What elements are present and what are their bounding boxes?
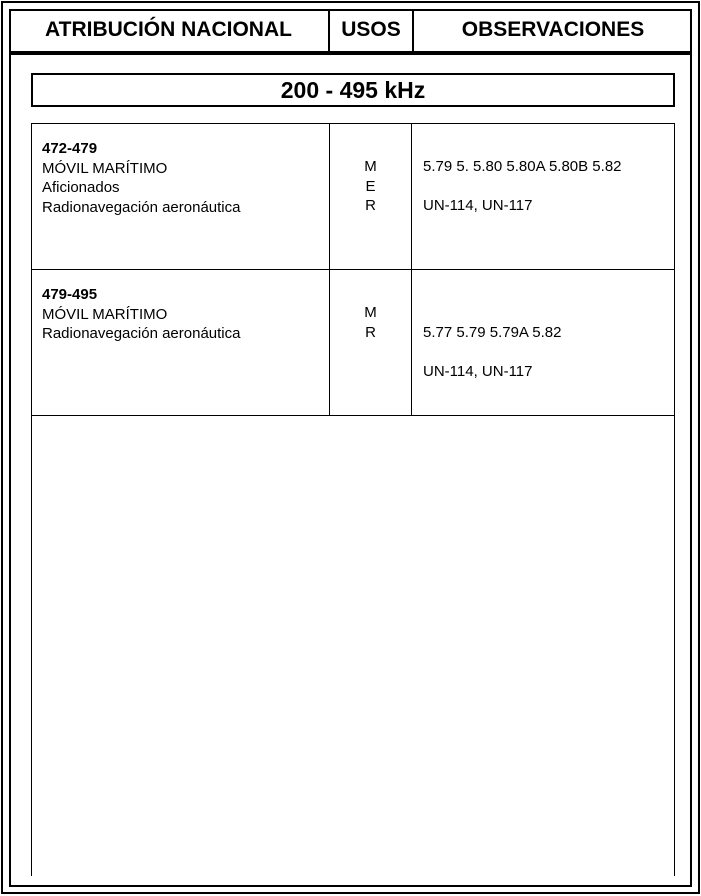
table-row	[32, 124, 674, 270]
allocation-cell	[42, 285, 240, 344]
header-atribucion-nacional: ATRIBUCIÓN NACIONAL	[9, 9, 330, 51]
header-usos: USOS	[330, 9, 414, 51]
uso-code: R	[365, 197, 376, 214]
service-secondary: Radionavegación aeronáutica	[42, 198, 241, 216]
service-primary: MÓVIL MARÍTIMO	[42, 159, 168, 177]
uso-code: R	[365, 323, 376, 341]
allocation-table	[31, 123, 675, 416]
column-divider	[411, 124, 412, 269]
service-secondary: Aficionados	[42, 179, 120, 196]
allocation-cell	[42, 139, 240, 217]
observations-cell	[423, 157, 622, 216]
table-header	[9, 9, 692, 55]
service-secondary: Radionavegación aeronáutica	[42, 325, 241, 342]
uso-code: M	[364, 304, 377, 321]
observation-notes: UN-114, UN-117	[423, 197, 533, 214]
usos-cell	[330, 303, 411, 342]
frequency-range: 472-479	[42, 140, 98, 157]
observation-footnotes: 5.77 5.79 5.79A 5.82	[423, 323, 562, 341]
frequency-range: 479-495	[42, 286, 98, 303]
usos-cell	[330, 157, 411, 216]
uso-code: E	[365, 177, 376, 195]
observations-cell	[423, 303, 561, 381]
table-row	[32, 270, 674, 415]
uso-code: M	[364, 158, 377, 175]
column-divider	[411, 270, 412, 415]
empty-table-area	[31, 416, 675, 876]
observation-notes: UN-114, UN-117	[423, 362, 533, 380]
service-primary: MÓVIL MARÍTIMO	[42, 305, 168, 323]
frequency-band-title: 200 - 495 kHz	[31, 73, 675, 107]
header-observaciones: OBSERVACIONES	[461, 18, 645, 41]
observation-footnotes: 5.79 5. 5.80 5.80A 5.80B 5.82	[423, 158, 622, 175]
column-divider	[329, 270, 330, 415]
